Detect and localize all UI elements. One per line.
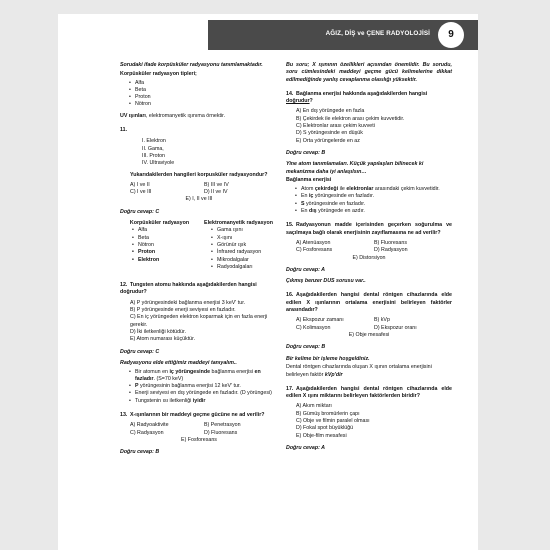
top-explanation: Bu soru; X ışınının özellikleri açısından önemlidir. Bu sorudu, soru cümlesindeki maddeyi geçme gücü kelimelerine dikkat edilmediğinde yanlış cevaplanma olasılığı yüksektir. [286, 62, 452, 83]
option-a: A) Atenüasyon [296, 239, 331, 246]
question-17-number: 17. [286, 385, 294, 392]
question-16-answer: Doğru cevap: B [286, 344, 326, 351]
text-span: S [301, 200, 305, 207]
option-e: E) Obje mesafesi [348, 331, 390, 338]
list-item [295, 186, 452, 193]
option-c: C) Obje ve filmin paralel olması [296, 418, 370, 425]
question-16-number: 16. [286, 292, 294, 299]
option-a: A) En dış yörüngede en fazla [296, 108, 365, 115]
option-b: B) III ve IV [204, 181, 229, 188]
text-span: arasındaki çekim kuvvetidir. [373, 186, 440, 193]
text-span: . (S=70 keV) [153, 375, 184, 382]
text-span: P [135, 383, 139, 390]
list-item: • Proton [132, 249, 199, 256]
option-e: E) Atom numarası küçüktür. [130, 336, 196, 343]
option-e: E) I, II ve III [185, 196, 213, 203]
question-17-text: Aşağıdakilerden hangisi dental röntgen cihazlarında elde edilen X ışını miktarını belirleyen faktörlerden biridir? [286, 385, 452, 400]
text-span: Tungstenin ısı iletkenliği [135, 397, 193, 404]
question-15 [286, 222, 452, 237]
text-span: bağlanma enerjisi [210, 368, 255, 375]
option-c: C) En iç yörüngeden elektron koparmak için en fazla enerji gerekir. [130, 314, 268, 328]
option-c: C) Radyasyon [130, 429, 164, 436]
question-13-text: X-ışınlarının bir maddeyi geçme gücüne ne ad verilir? [130, 412, 265, 419]
option-a: A) Akım miktarı [296, 403, 332, 410]
list-item: IV. Ultraviyole [142, 160, 175, 167]
option-d: D) II ve IV [204, 189, 228, 196]
tungsten-facts-list [129, 369, 278, 405]
list-item: • Alfa [129, 80, 278, 87]
option-c: C) I ve III [130, 189, 152, 196]
right-column [286, 62, 452, 456]
text-span: dış [308, 208, 317, 215]
option-b: B) P yörüngesinde enerji seviyesi en fazladır. [130, 307, 236, 314]
question-13 [120, 412, 278, 419]
text-span: elektronlar [346, 186, 374, 193]
text-span: çekirdeği [314, 186, 339, 193]
text-span: kVp'dir [324, 371, 343, 378]
question-16-options [296, 317, 452, 332]
left-column [120, 62, 278, 461]
option-a: A) Radyoaktivite [130, 422, 169, 429]
question-16-explanation: Bir kelime bir işleme hoşgeldiniz. [286, 355, 370, 362]
intro-question-note: Sorudaki ifade korpüsküler radyasyonu tanımlamaktadır. [120, 62, 263, 68]
question-17-answer: Doğru cevap: A [286, 444, 325, 451]
question-12-number: 12. [120, 282, 128, 289]
book-page [58, 14, 478, 550]
question-16-text: Aşağıdakilerden hangisi dental röntgen cihazlarında elde edilen X ışınlarının ortalama enerjisini belirleyen faktörler arasındadır? [286, 292, 452, 314]
question-13-number: 13. [120, 412, 128, 419]
question-15-number: 15. [286, 222, 294, 229]
list-item [129, 369, 278, 384]
list-item: • Mikrodalgalar [211, 257, 278, 264]
binding-energy-title: Bağlanma enerjisi [286, 177, 332, 184]
question-12-text: Tungsten atomu hakkında aşağıdakilerden hangisi doğrudur? [120, 282, 257, 296]
text-span: yörüngede en azdır. [316, 208, 365, 215]
question-17 [286, 386, 452, 401]
text-span: en fazladır [135, 368, 261, 382]
text-span: yörüngesinin bağlanma enerjisi 12 keV' tur. [138, 383, 241, 390]
uv-note-bold: UV ışınları [120, 112, 146, 119]
page-number: 9 [438, 22, 464, 48]
list-item: • Nötron [129, 101, 278, 108]
option-a: A) P yörüngesindeki bağlanma enerjisi 3 keV' tur. [130, 299, 246, 306]
text-span: Bir atomun en [135, 368, 170, 375]
list-item: • Radyodalgaları [211, 264, 278, 271]
list-item: • Alfa [132, 227, 199, 234]
text-span: Dental röntgen cihazlarında oluşan X ışının ortalama enerjisini belirleyen faktör [286, 364, 432, 378]
list-item: • X-ışını [211, 235, 278, 242]
question-11-text: Yukarıdakilerden hangileri korpusküler radyasyondur? [130, 171, 268, 178]
question-12-explanation: Radyasyonu elde ettiğimiz maddeyi tanıyalım.. [120, 359, 237, 366]
list-item [129, 398, 278, 405]
uv-note [120, 113, 278, 120]
list-item: • Enerji seviyesi en dış yörüngede en fazladır. (D yörüngesi) [129, 390, 278, 397]
list-item [129, 383, 278, 390]
question-13-options [130, 422, 278, 437]
option-e: E) Obje-film mesafesi [296, 432, 347, 439]
list-item: • Proton [129, 94, 278, 101]
list-item: I. Elektron [142, 138, 166, 145]
question-12 [120, 282, 278, 297]
option-a: A) Ekspozur zamanı [296, 317, 344, 324]
text-span: Atom [301, 186, 315, 193]
list-item: • Gama ışını [211, 227, 278, 234]
question-14-options [296, 108, 452, 144]
text-span: En [301, 193, 309, 200]
question-14-answer: Doğru cevap: B [286, 149, 326, 156]
question-15-options [296, 240, 452, 255]
text-span: iç [308, 193, 314, 200]
types-list [129, 80, 278, 109]
list-item: II. Gama, [142, 145, 164, 152]
text-span: iyidir [192, 397, 206, 404]
option-e: E) Distorsiyon [352, 254, 386, 261]
list-item [295, 201, 452, 208]
option-b: B) Gümüş bromürlerin çapı [296, 410, 360, 417]
question-12-options [130, 300, 278, 344]
list-item: • Nötron [132, 242, 199, 249]
table-header-corpuscular: Korpüsküler radyasyon [129, 220, 190, 227]
question-15-answer: Doğru cevap: A [286, 266, 325, 273]
question-11-items [142, 138, 278, 167]
page-header [208, 20, 478, 50]
question-11-options [130, 182, 278, 197]
text-span: iç yörüngesinde [169, 368, 211, 375]
option-c: C) Elektronlar arası çekim kuvveti [296, 123, 375, 130]
list-item: • Beta [132, 235, 199, 242]
header-title: AĞIZ, DİŞ ve ÇENE RADYOLOJİSİ [325, 30, 430, 37]
question-17-options [296, 403, 452, 439]
binding-energy-list [295, 186, 452, 215]
uv-note-rest: , elektromanyetik ışınıma örnektir. [145, 112, 226, 119]
list-item: • Görünür ışık [211, 242, 278, 249]
radiation-table [120, 220, 278, 275]
option-c: C) Kolimasyon [296, 324, 331, 331]
option-b: B) Fluoresans [374, 239, 407, 246]
option-d: D) S yörüngesinde en düşük [296, 130, 363, 137]
option-b: B) Penetrasyon [204, 422, 241, 429]
text-span: doğrudur [286, 98, 310, 105]
option-e: E) Fosforesans [181, 436, 217, 443]
question-15-text: Radyasyonun madde içerisinden geçerken soğurulma ve saçılmaya bağlı olarak enerjisinin zayıflamasına ne ad verilir? [286, 222, 452, 236]
option-d: D) Fluoresans [204, 429, 238, 436]
table-header-electromagnetic: Elektromanyetik radyasyon [204, 220, 273, 227]
text-span: ? [309, 98, 313, 105]
intro-types-heading: Korpüsküler radyasyon tipleri; [120, 70, 197, 77]
option-e: E) Orta yörüngelerde en az [296, 137, 360, 144]
question-12-answer: Doğru cevap: C [120, 348, 160, 355]
option-d: D) Fokal spot büyüklüğü [296, 425, 354, 432]
text-span: yörüngesinde en fazladır. [304, 200, 366, 207]
text-span: En [301, 208, 309, 215]
question-16-note [286, 364, 452, 379]
corpuscular-list [132, 227, 199, 271]
question-11-number: 11. [120, 127, 128, 134]
option-d: D) Radyasyon [374, 247, 408, 254]
list-item [295, 208, 452, 215]
text-span: yörüngesinde en fazladır. [313, 193, 375, 200]
option-b: B) kVp [374, 317, 390, 324]
option-d: D) İki iletkenliği kötüdür. [130, 328, 186, 335]
question-14-number: 14. [286, 90, 294, 97]
list-item: • İnfrared radyasyon [211, 249, 278, 256]
question-15-explanation: Çıkmış benzer DUS sorusu var.. [286, 278, 366, 285]
text-span: ile [338, 186, 347, 193]
question-14 [286, 91, 452, 106]
question-13-answer: Doğru cevap: B [120, 449, 160, 456]
option-d: D) Ekspozur oranı [374, 324, 417, 331]
electromagnetic-list [211, 227, 278, 271]
list-item [295, 193, 452, 200]
question-14-explanation: Yine atom tanımlamaları. Küçük yapılaşları bilinecek ki mekanizma daha iyi anlaşılsın… [286, 161, 424, 175]
question-16 [286, 292, 452, 314]
text-span: Bağlanma enerjisi hakkında aşağıdakilerden hangisi [296, 90, 428, 97]
option-a: A) I ve II [130, 181, 150, 188]
option-c: C) Fosforesans [296, 247, 333, 254]
option-b: B) Çekirdek ile elektron arası çekim kuvvetidir. [296, 115, 405, 122]
question-11-answer: Doğru cevap: C [120, 208, 160, 215]
list-item: • Beta [129, 87, 278, 94]
list-item: • Elektron [132, 257, 199, 264]
list-item: III. Proton [142, 152, 165, 159]
